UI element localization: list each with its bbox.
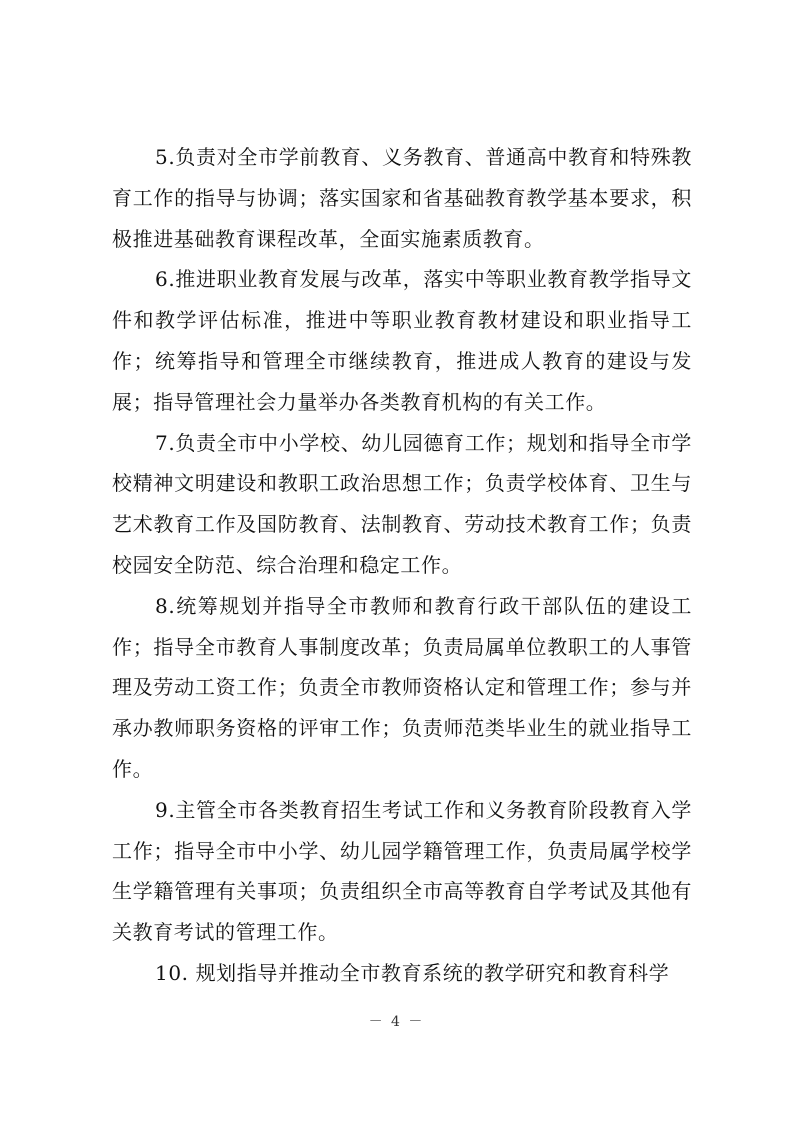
paragraph-item-6: 6.推进职业教育发展与改革，落实中等职业教育教学指导文件和教学评估标准，推进中等职业教育教材建设和职业指导工作；统筹指导和管理全市继续教育，推进成人教育的建设与发展；指导管理社会力量举办各类教育机构的有关工作。 — [112, 267, 692, 414]
body-text — [112, 137, 692, 994]
paragraph-item-10: 10. 规划指导并推动全市教育系统的教学研究和教育科学 — [155, 960, 670, 985]
paragraph-item-9: 9.主管全市各类教育招生考试工作和义务教育阶段教育入学工作；指导全市中小学、幼儿园学籍管理工作，负责局属学校学生学籍管理有关事项；负责组织全市高等教育自学考试及其他有关教育考试的管理工作。 — [112, 797, 692, 945]
paragraph-item-5: 5.负责对全市学前教育、义务教育、普通高中教育和特殊教育工作的指导与协调；落实国家和省基础教育教学基本要求，积极推进基础教育课程改革，全面实施素质教育。 — [112, 145, 692, 251]
page-number: － 4 － — [368, 1014, 425, 1030]
paragraph-item-7: 7.负责全市中小学校、幼儿园德育工作；规划和指导全市学校精神文明建设和教职工政治思想工作；负责学校体育、卫生与艺术教育工作及国防教育、法制教育、劳动技术教育工作；负责校园安全防范、综合治理和稳定工作。 — [112, 430, 692, 577]
paragraph-item-8: 8.统筹规划并指导全市教师和教育行政干部队伍的建设工作；指导全市教育人事制度改革；负责局属单位教职工的人事管理及劳动工资工作；负责全市教师资格认定和管理工作；参与并承办教师职务资格的评审工作；负责师范类毕业生的就业指导工作。 — [112, 593, 692, 781]
